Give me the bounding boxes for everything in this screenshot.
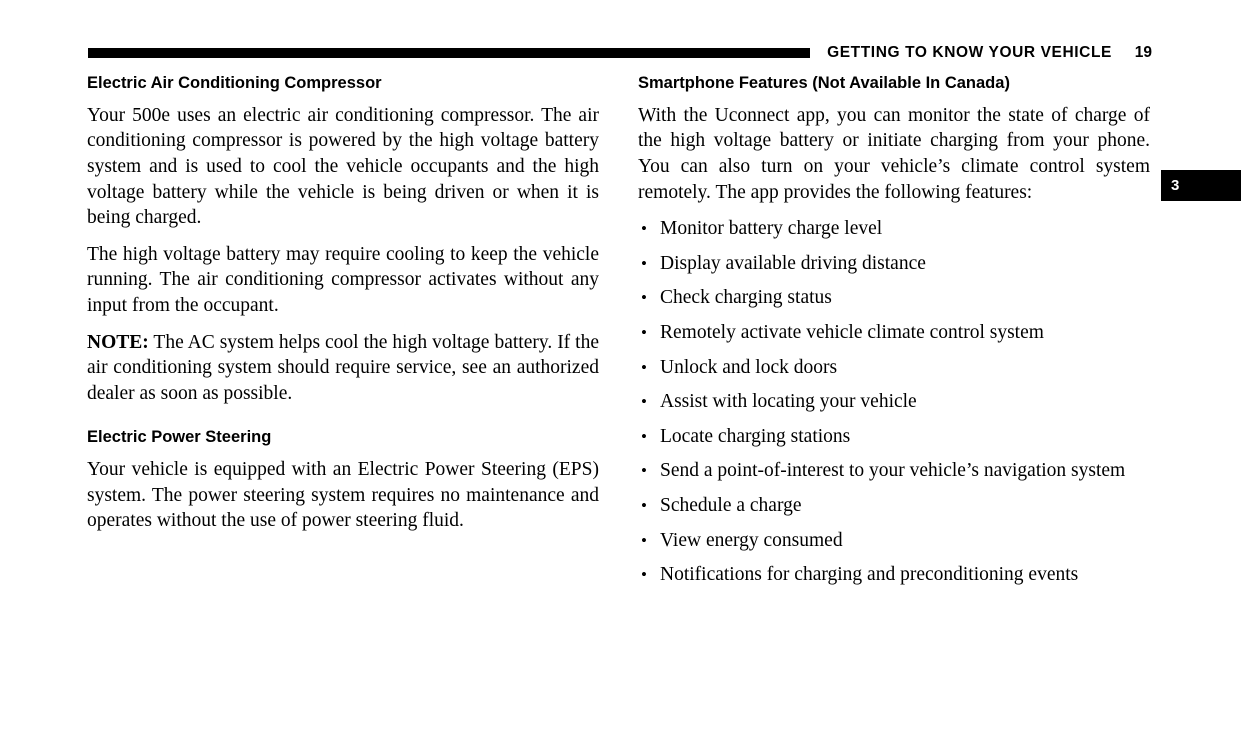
header-rule [88, 48, 810, 58]
list-item: • Monitor battery charge level [638, 216, 1150, 242]
chapter-tab-label: 3 [1171, 177, 1180, 194]
page-header [88, 44, 1152, 66]
list-item: • Schedule a charge [638, 493, 1150, 519]
list-item: • Unlock and lock doors [638, 355, 1150, 381]
paragraph-ac-compressor-1: Your 500e uses an electric air conditioning compressor. The air conditioning compressor is powered by the high voltage battery system and is used to cool the vehicle occupants and the high voltage battery while the vehicle is being driven or when it is being charged. [87, 104, 599, 229]
list-item: • Check charging status [638, 285, 1150, 311]
note-label: NOTE: [87, 331, 149, 353]
note-text: The AC system helps cool the high voltage battery. If the air conditioning system should require service, see an authorized dealer as soon as possible. [87, 331, 599, 404]
section-heading-air-conditioning-compressor: Electric Air Conditioning Compressor [87, 74, 382, 92]
list-item: • View energy consumed [638, 528, 1150, 554]
section-heading-smartphone-features: Smartphone Features (Not Available In Canada) [638, 74, 1010, 92]
left-column [87, 74, 599, 534]
list-item: • Remotely activate vehicle climate control system [638, 320, 1150, 346]
paragraph-ac-compressor-2: The high voltage battery may require cooling to keep the vehicle running. The air conditioning compressor activates without any input from the occupant. [87, 243, 599, 316]
header-page-number: 19 [1134, 44, 1152, 61]
list-item: • Locate charging stations [638, 424, 1150, 450]
paragraph-ac-compressor-note [87, 330, 599, 407]
list-item: • Notifications for charging and preconditioning events [638, 562, 1150, 588]
smartphone-feature-list [638, 216, 1150, 588]
right-column [638, 74, 1150, 597]
paragraph-eps-1: Your vehicle is equipped with an Electric Power Steering (EPS) system. The power steering system requires no maintenance and operates without the use of power steering fluid. [87, 459, 599, 532]
list-item: • Send a point-of-interest to your vehicle’s navigation system [638, 458, 1150, 484]
list-item: • Display available driving distance [638, 251, 1150, 277]
header-chapter-title: GETTING TO KNOW YOUR VEHICLE [827, 44, 1112, 61]
list-item: • Assist with locating your vehicle [638, 389, 1150, 415]
paragraph-smartphone-intro: With the Uconnect app, you can monitor the state of charge of the high voltage battery or initiate charging from your phone. You can also turn on your vehicle’s climate control system remotely. The app provides the following features: [638, 104, 1150, 203]
section-heading-electric-power-steering: Electric Power Steering [87, 428, 272, 447]
chapter-tab [1161, 170, 1241, 201]
